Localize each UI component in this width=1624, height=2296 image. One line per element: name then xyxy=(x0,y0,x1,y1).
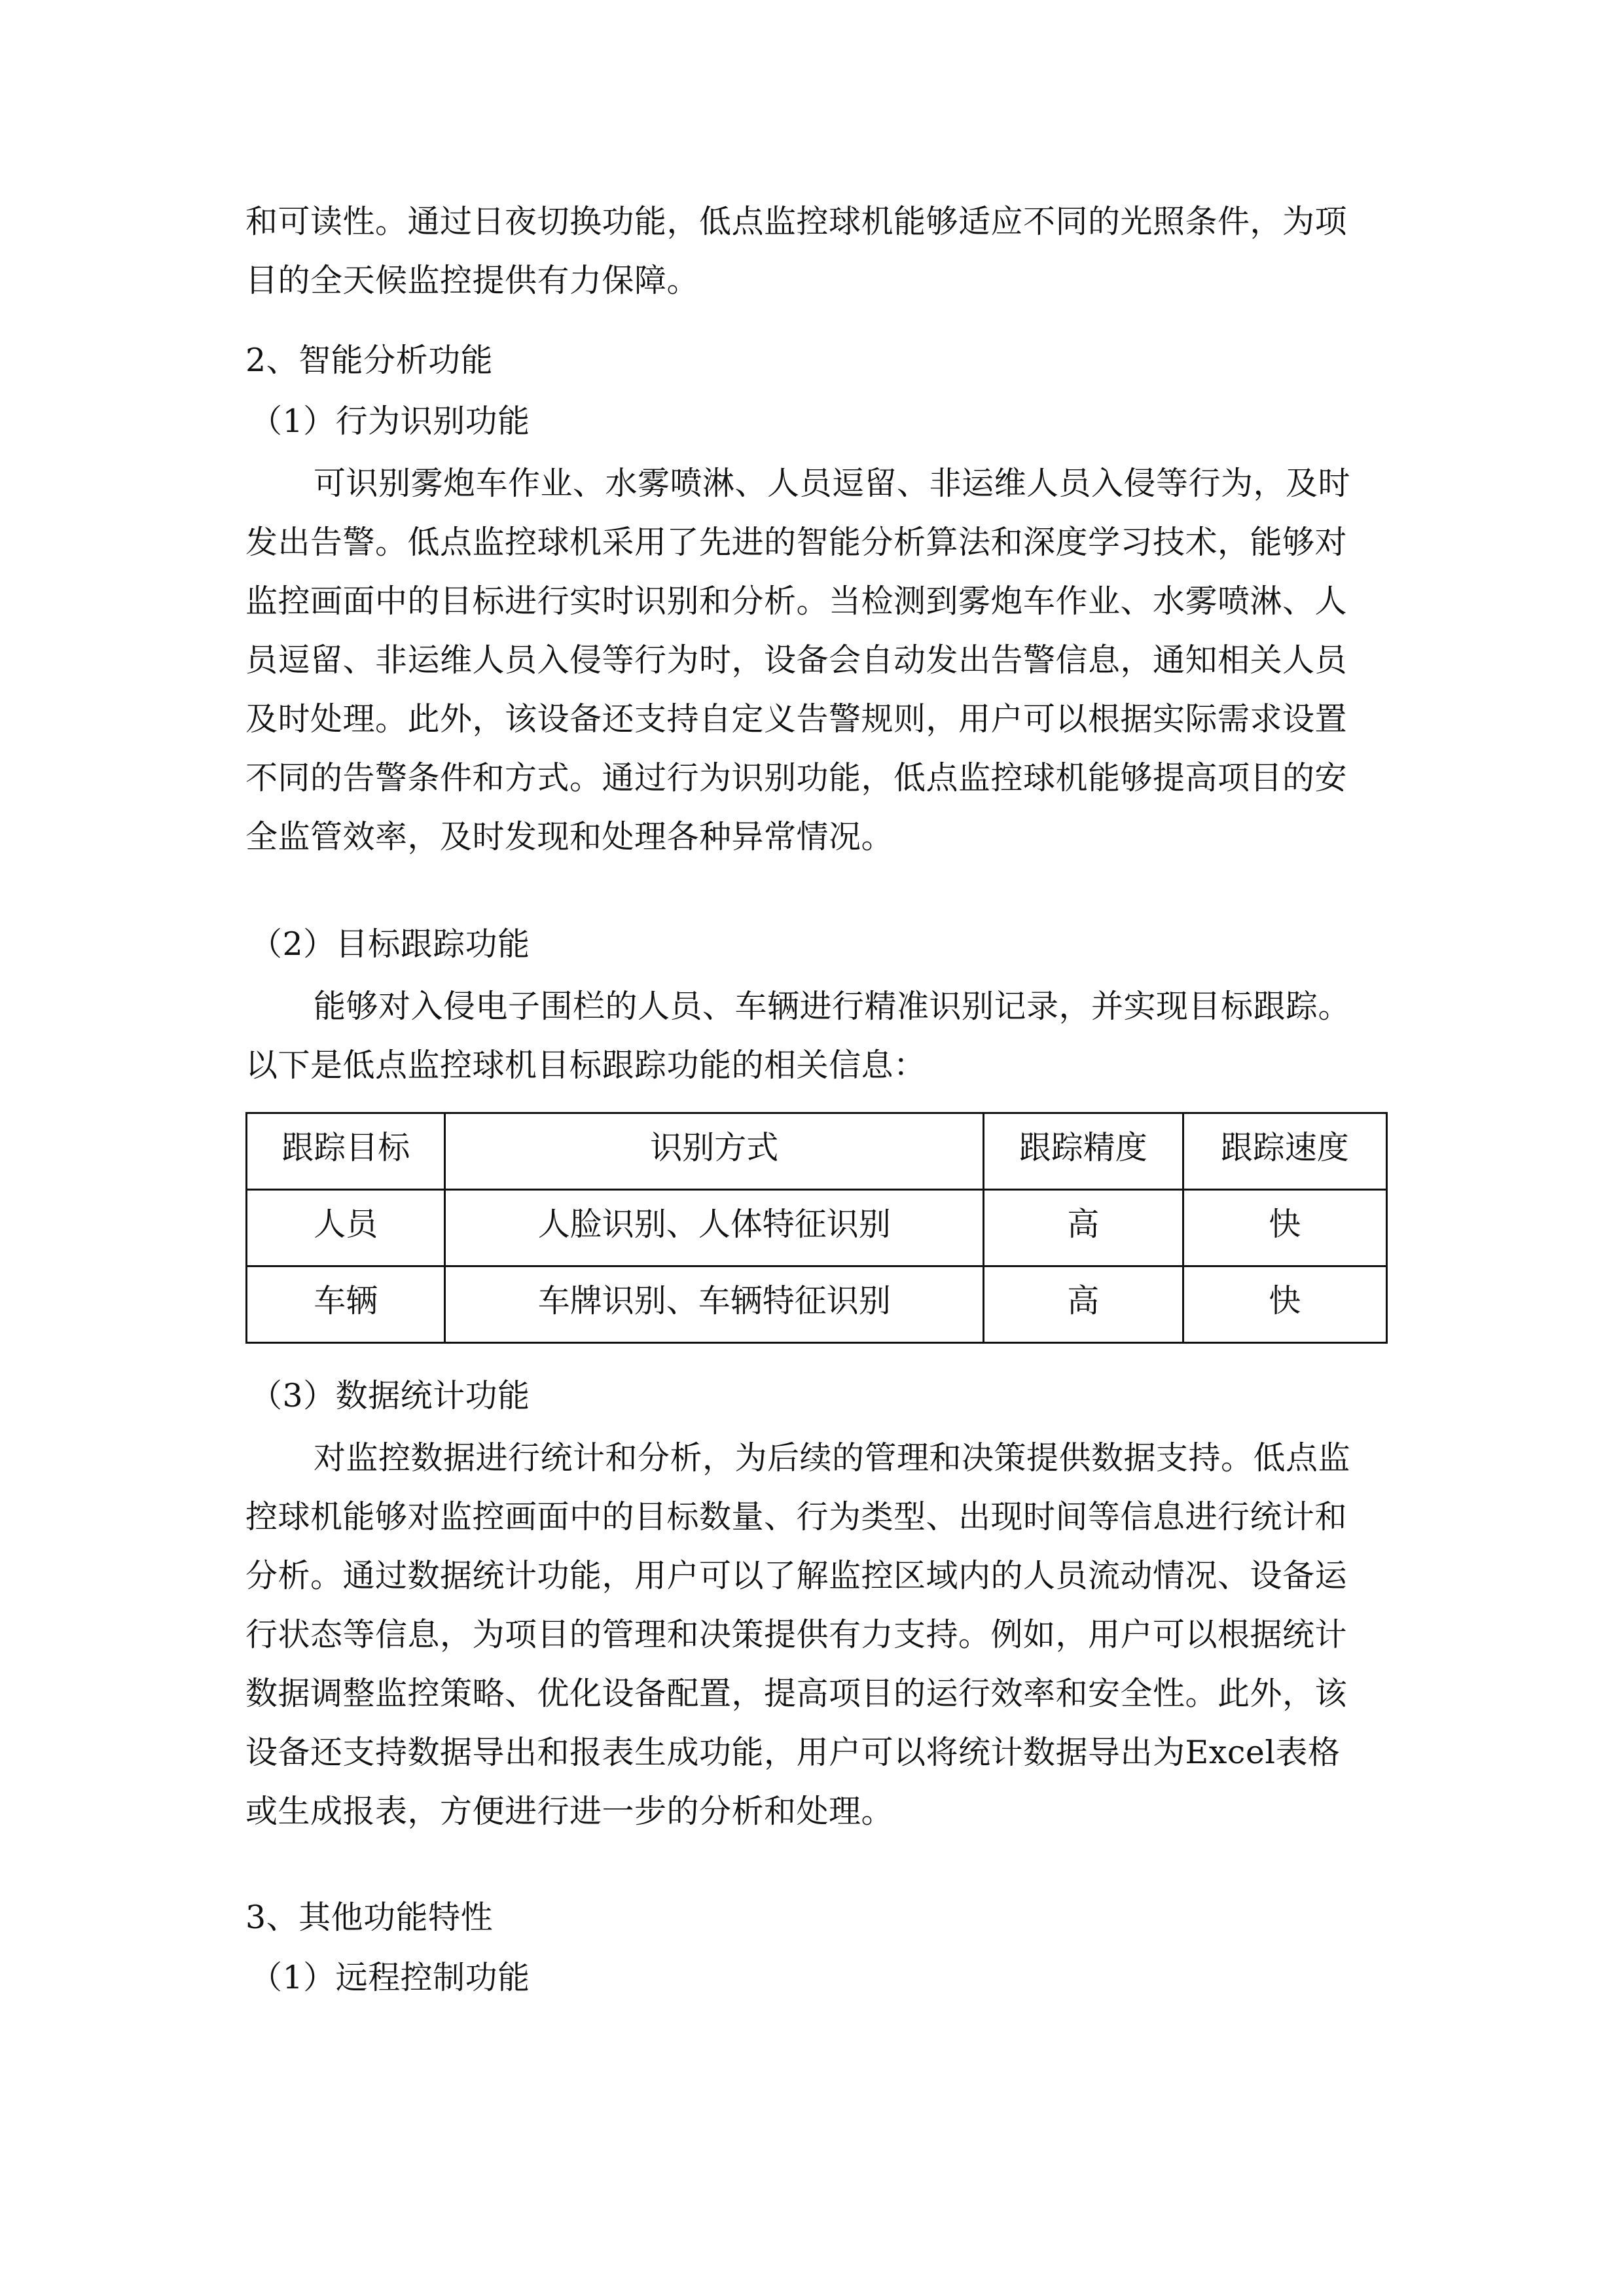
paragraph-line: 监控画面中的目标进行实时识别和分析。当检测到雾炮车作业、水雾喷淋、人 xyxy=(245,583,1348,620)
paragraph-line: 员逗留、非运维人员入侵等行为时，设备会自动发出告警信息，通知相关人员 xyxy=(245,641,1348,679)
paragraph-line: 发出告警。低点监控球机采用了先进的智能分析算法和深度学习技术，能够对 xyxy=(245,524,1348,561)
paragraph-line: 可识别雾炮车作业、水雾喷淋、人员逗留、非运维人员入侵等行为，及时 xyxy=(314,465,1351,502)
table-cell: 人员 xyxy=(247,1190,445,1266)
paragraph-line: 不同的告警条件和方式。通过行为识别功能，低点监控球机能够提高项目的安 xyxy=(245,759,1348,797)
subsection-heading: （3）数据统计功能 xyxy=(250,1377,530,1414)
subsection-heading: （1）行为识别功能 xyxy=(250,403,530,440)
table-header-cell: 跟踪精度 xyxy=(984,1113,1183,1190)
table-header-cell: 跟踪速度 xyxy=(1183,1113,1387,1190)
paragraph-line: 行状态等信息，为项目的管理和决策提供有力支持。例如，用户可以根据统计 xyxy=(245,1616,1348,1653)
tracking-info-table xyxy=(245,1112,1388,1344)
table-cell: 车牌识别、车辆特征识别 xyxy=(445,1266,984,1343)
section-heading: 2、智能分析功能 xyxy=(245,342,494,379)
paragraph-line: 目的全天候监控提供有力保障。 xyxy=(245,262,700,299)
table-header-cell: 识别方式 xyxy=(445,1113,984,1190)
table-cell: 人脸识别、人体特征识别 xyxy=(445,1190,984,1266)
paragraph-line: 以下是低点监控球机目标跟踪功能的相关信息： xyxy=(245,1047,926,1084)
paragraph-line: 控球机能够对监控画面中的目标数量、行为类型、出现时间等信息进行统计和 xyxy=(245,1498,1348,1535)
subsection-heading: （1）远程控制功能 xyxy=(250,1959,530,1996)
paragraph-line: 及时处理。此外，该设备还支持自定义告警规则，用户可以根据实际需求设置 xyxy=(245,700,1348,738)
table-cell: 快 xyxy=(1183,1190,1387,1266)
paragraph-line: 和可读性。通过日夜切换功能，低点监控球机能够适应不同的光照条件，为项 xyxy=(245,203,1348,240)
table-header-row xyxy=(247,1113,1387,1190)
paragraph-line: 数据调整监控策略、优化设备配置，提高项目的运行效率和安全性。此外，该 xyxy=(245,1675,1348,1712)
table-cell: 高 xyxy=(984,1190,1183,1266)
table-row xyxy=(247,1190,1387,1266)
subsection-heading: （2）目标跟踪功能 xyxy=(250,925,530,963)
table-header-cell: 跟踪目标 xyxy=(247,1113,445,1190)
table-cell: 快 xyxy=(1183,1266,1387,1343)
table-cell: 车辆 xyxy=(247,1266,445,1343)
paragraph-line: 全监管效率，及时发现和处理各种异常情况。 xyxy=(245,818,894,855)
table-cell: 高 xyxy=(984,1266,1183,1343)
table-row xyxy=(247,1266,1387,1343)
paragraph-line: 设备还支持数据导出和报表生成功能，用户可以将统计数据导出为Excel表格 xyxy=(245,1734,1341,1771)
paragraph-line: 能够对入侵电子围栏的人员、车辆进行精准识别记录，并实现目标跟踪。 xyxy=(314,988,1351,1025)
paragraph-line: 对监控数据进行统计和分析，为后续的管理和决策提供数据支持。低点监 xyxy=(314,1439,1351,1477)
paragraph-line: 分析。通过数据统计功能，用户可以了解监控区域内的人员流动情况、设备运 xyxy=(245,1557,1348,1594)
paragraph-line: 或生成报表，方便进行进一步的分析和处理。 xyxy=(245,1793,894,1830)
section-heading: 3、其他功能特性 xyxy=(245,1899,494,1936)
